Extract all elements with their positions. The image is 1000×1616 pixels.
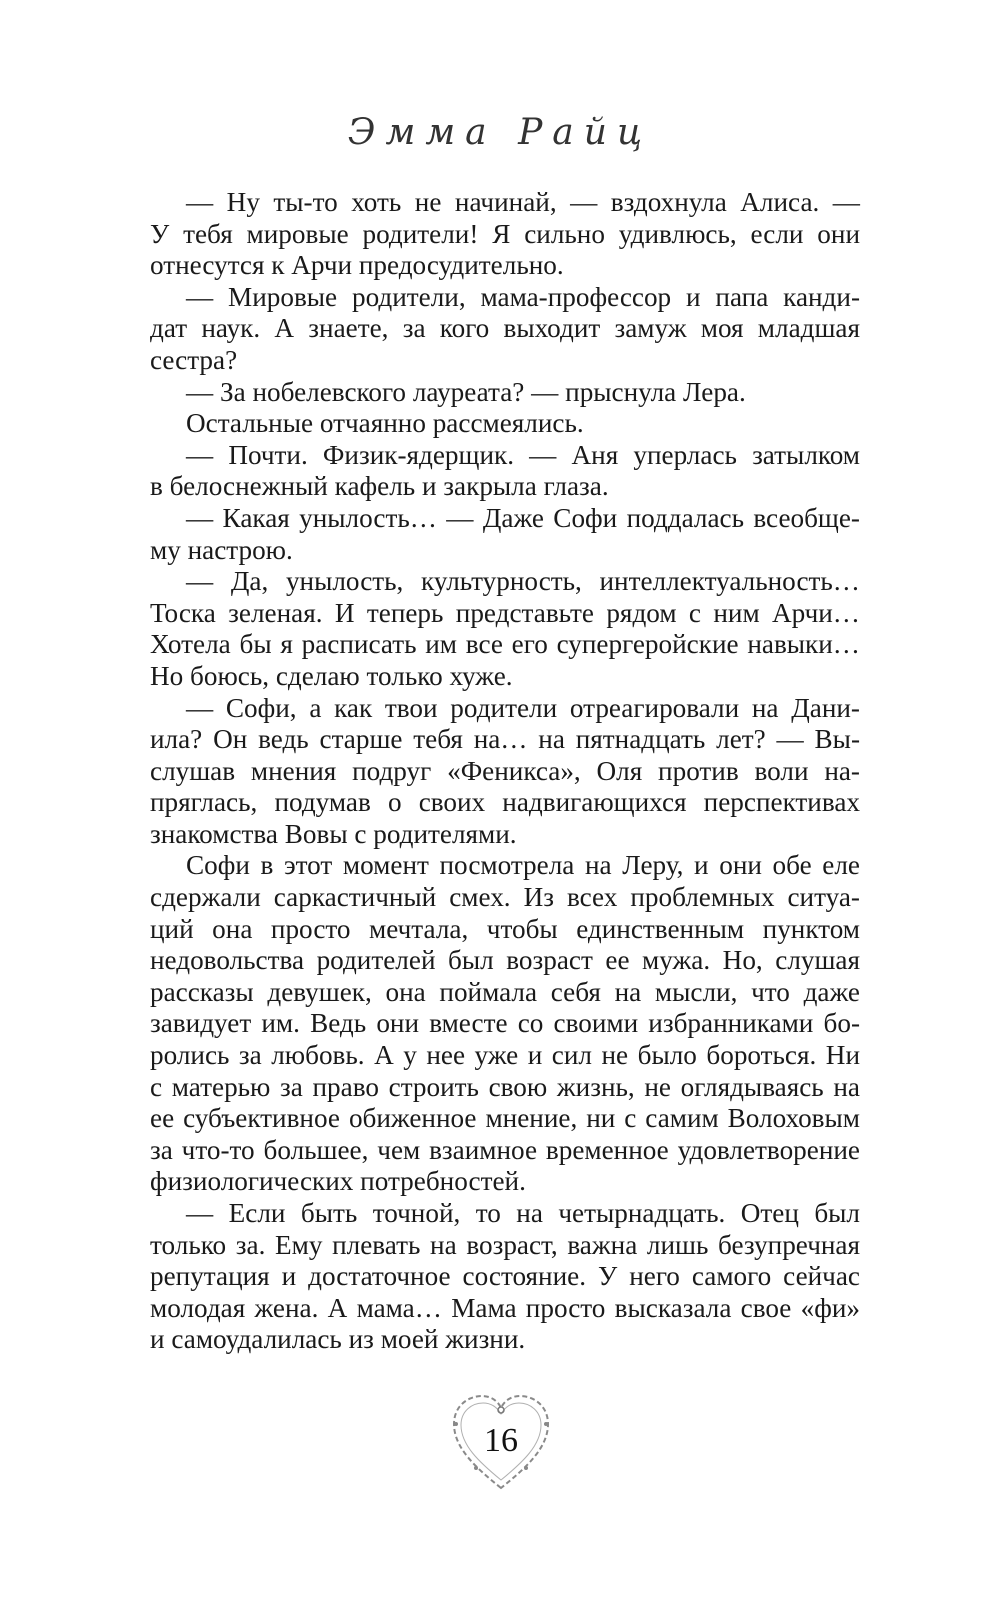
- text-line: завидует им. Ведь они вместе со своими избранниками бо-: [150, 1008, 860, 1039]
- text-line: — Почти. Физик-ядерщик. — Аня уперлась затылком: [186, 439, 860, 470]
- text-line: дат наук. А знаете, за кого выходит замуж моя младшая: [150, 313, 860, 344]
- text-line: молодая жена. А мама… Мама просто высказала свое «фи»: [150, 1292, 860, 1323]
- text-line: — Какая унылость… — Даже Софи поддалась всеобще-: [186, 502, 860, 533]
- text-line: — Ну ты-то хоть не начинай, — вздохнула Алиса. —: [186, 187, 860, 217]
- text-line: ила? Он ведь старше тебя на… на пятнадцать лет? — Вы-: [150, 724, 860, 755]
- text-line: — Софи, а как твои родители отреагировали на Дани-: [186, 692, 860, 723]
- text-line: — Мировые родители, мама-профессор и папа канди-: [186, 281, 860, 312]
- text-line: У тебя мировые родители! Я сильно удивлюсь, если они: [150, 218, 860, 249]
- text-line: репутация и достаточное состояние. У него самого сейчас: [150, 1261, 860, 1292]
- text-line: отнесутся к Арчи предосудительно.: [150, 250, 564, 281]
- text-line: недовольства родителей был возраст ее мужа. Но, слушая: [150, 945, 860, 976]
- text-line: знакомства Вовы с родителями.: [150, 818, 517, 849]
- page-number: 16: [484, 1422, 518, 1459]
- text-line: Хотела бы я расписать им все его супергеройские навыки…: [150, 629, 860, 660]
- text-line: — За нобелевского лауреата? — прыснула Лера.: [186, 376, 746, 407]
- text-line: Но боюсь, сделаю только хуже.: [150, 660, 513, 691]
- running-header-author: Эмма Райц: [347, 112, 653, 153]
- text-line: Софи в этот момент посмотрела на Леру, и они обе еле: [186, 850, 860, 881]
- text-line: Тоска зеленая. И теперь представьте рядом с ним Арчи…: [150, 597, 860, 628]
- text-line: за что-то большее, чем взаимное временное удовлетворение: [150, 1134, 860, 1165]
- text-line: только за. Ему плевать на возраст, важна лишь безупречная: [150, 1229, 860, 1260]
- body-text: [150, 187, 860, 1356]
- text-line: слушав мнения подруг «Феникса», Оля против воли на-: [150, 755, 860, 786]
- text-line: ролись за любовь. А у нее уже и сил не было бороться. Ни: [150, 1040, 860, 1071]
- text-line: ее субъективное обиженное мнение, ни с самим Волоховым: [150, 1103, 860, 1134]
- text-line: пряглась, подумав о своих надвигающихся перспективах: [150, 787, 860, 818]
- text-line: — Да, унылость, культурность, интеллектуальность…: [186, 566, 860, 597]
- text-line: рассказы девушек, она поймала себя на мысли, что даже: [150, 976, 860, 1007]
- text-line: му настрою.: [150, 534, 293, 565]
- text-line: Остальные отчаянно рассмеялись.: [186, 408, 584, 439]
- text-line: ций она просто мечтала, чтобы единственным пунктом: [150, 913, 860, 944]
- text-line: сдержали саркастичный смех. Из всех проблемных ситуа-: [150, 882, 860, 913]
- text-line: с матерью за право строить свою жизнь, не оглядываясь на: [150, 1071, 860, 1102]
- text-line: сестра?: [150, 344, 238, 375]
- text-line: — Если быть точной, то на четырнадцать. Отец был: [186, 1198, 860, 1228]
- text-line: и самоудалилась из моей жизни.: [150, 1324, 526, 1355]
- page-number-badge: [446, 1388, 556, 1498]
- text-line: в белоснежный кафель и закрыла глаза.: [150, 471, 609, 502]
- text-line: физиологических потребностей.: [150, 1166, 526, 1197]
